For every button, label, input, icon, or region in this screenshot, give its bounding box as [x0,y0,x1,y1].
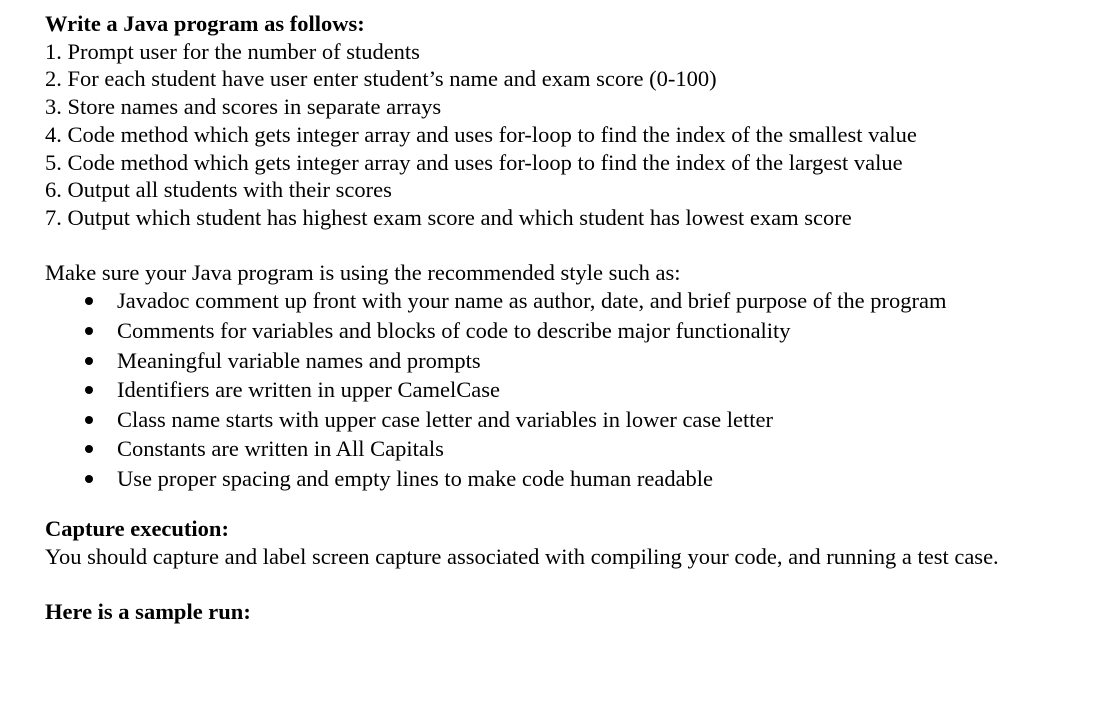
step-item: 1. Prompt user for the number of students [45,38,420,64]
style-bullet-list [45,287,1085,492]
capture-body: You should capture and label screen capture associated with compiling your code, and running a test case. [45,544,999,570]
spacer [45,571,1085,598]
step-item: 5. Code method which gets integer array and uses for-loop to find the index of the largest value [45,149,903,175]
document-body [45,10,1085,626]
step-item: 2. For each student have user enter student’s name and exam score (0-100) [45,66,717,92]
steps-list [45,38,1085,232]
bullet-icon [85,357,93,365]
step-item: 3. Store names and scores in separate arrays [45,94,442,120]
bullet-icon [85,327,93,335]
assignment-heading: Write a Java program as follows: [45,11,365,36]
step-item: 4. Code method which gets integer array and uses for-loop to find the index of the smallest value [45,121,917,147]
list-item [45,347,1085,374]
bullet-text: Meaningful variable names and prompts [117,347,481,373]
spacer [45,494,1085,515]
capture-heading: Capture execution: [45,516,229,542]
style-intro: Make sure your Java program is using the recommended style such as: [45,259,681,285]
bullet-icon [85,386,93,394]
sample-run-heading: Here is a sample run: [45,598,251,624]
bullet-text: Comments for variables and blocks of code to describe major functionality [117,317,791,343]
step-item: 6. Output all students with their scores [45,177,392,203]
bullet-icon [85,297,93,305]
list-item [45,376,1085,403]
bullet-text: Use proper spacing and empty lines to make code human readable [117,465,714,491]
bullet-text: Constants are written in All Capitals [117,436,444,462]
list-item [45,435,1085,462]
bullet-icon [85,475,93,483]
step-item: 7. Output which student has highest exam score and which student has lowest exam score [45,204,852,230]
bullet-text: Javadoc comment up front with your name as author, date, and brief purpose of the program [117,288,947,314]
spacer [45,232,1085,259]
list-item [45,317,1085,344]
list-item [45,465,1085,492]
bullet-text: Identifiers are written in upper CamelCase [117,377,500,403]
bullet-icon [85,416,93,424]
bullet-text: Class name starts with upper case letter and variables in lower case letter [117,406,774,432]
list-item [45,287,1085,314]
list-item [45,406,1085,433]
bullet-icon [85,445,93,453]
